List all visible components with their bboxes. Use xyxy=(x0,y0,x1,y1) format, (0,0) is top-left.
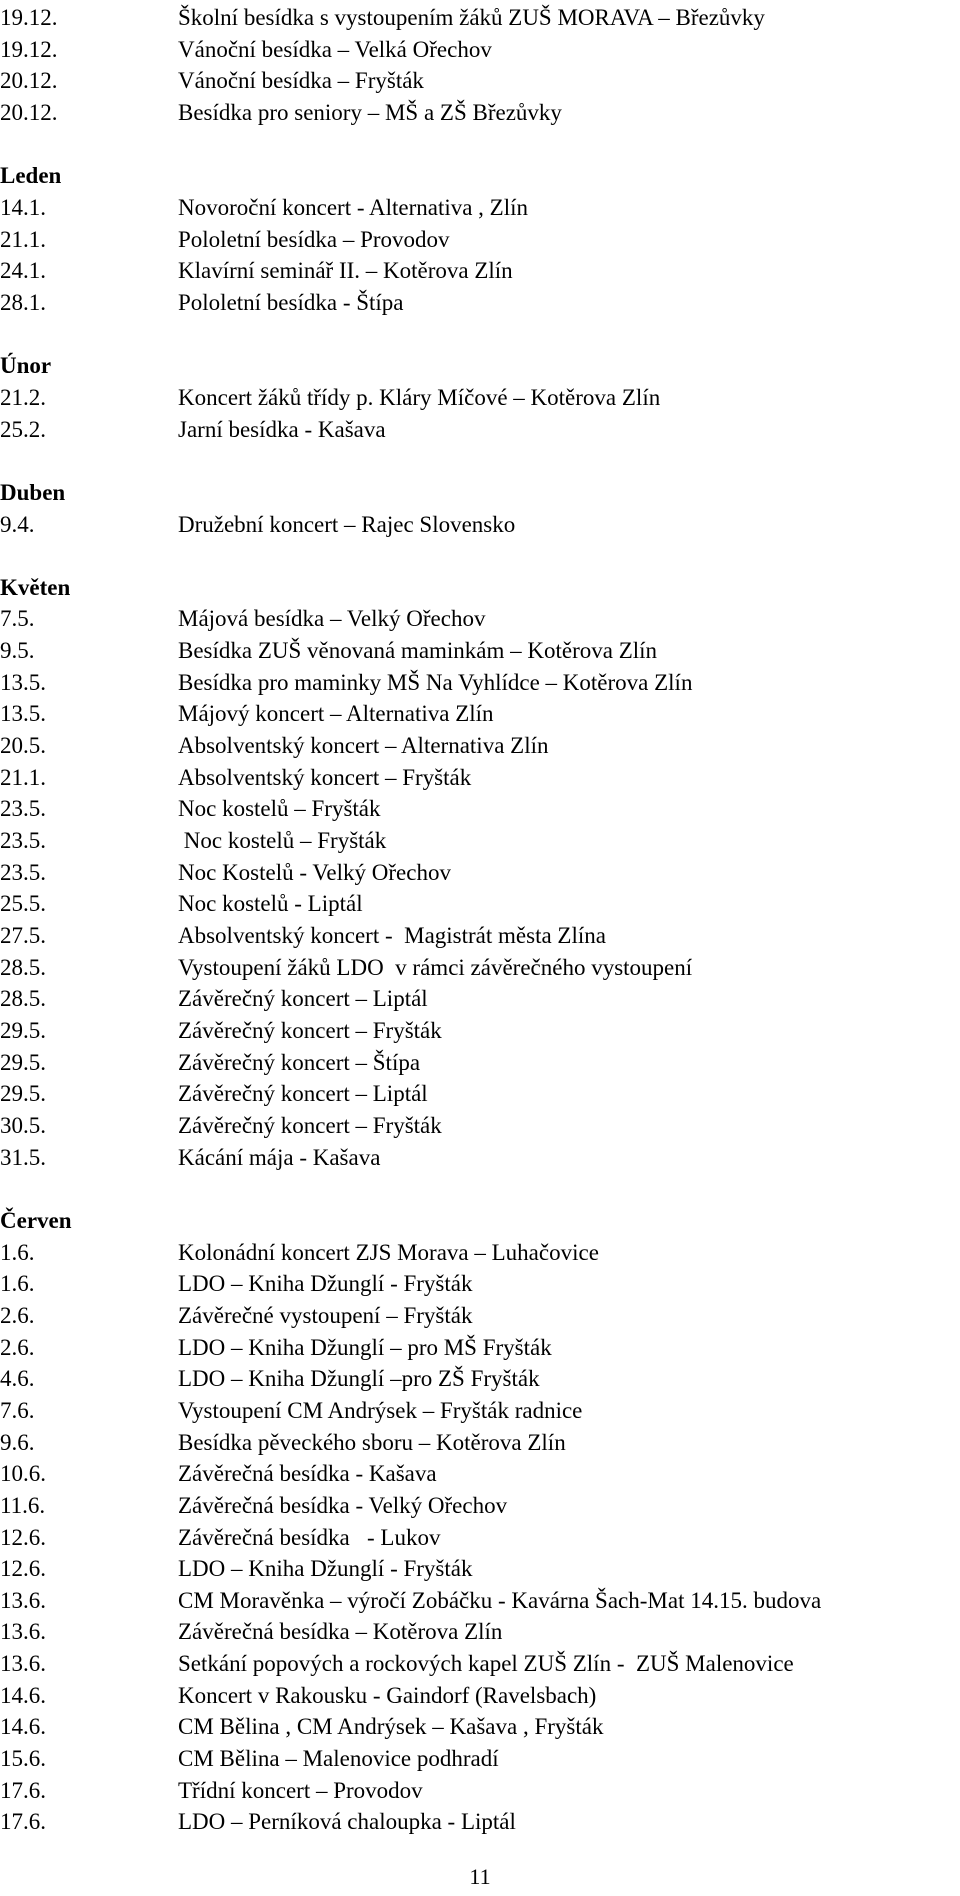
event-date: 20.5. xyxy=(0,733,46,759)
event-title: Kolonádní koncert ZJS Morava – Luhačovice xyxy=(178,1239,599,1265)
event-title: Setkání popových a rockových kapel ZUŠ Zlín - ZUŠ Malenovice xyxy=(178,1651,794,1677)
event-row xyxy=(0,698,960,730)
event-date: 12.6. xyxy=(0,1556,46,1582)
event-date: 14.6. xyxy=(0,1714,46,1740)
event-title: Koncert v Rakousku - Gaindorf (Ravelsbach) xyxy=(178,1682,597,1708)
event-title: Besídka ZUŠ věnovaná maminkám – Kotěrova Zlín xyxy=(178,638,658,664)
event-date: 7.6. xyxy=(0,1397,35,1423)
event-row xyxy=(0,1458,960,1490)
event-title: Vystoupení žáků LDO v rámci závěrečného vystoupení xyxy=(178,954,693,980)
event-date: 28.5. xyxy=(0,954,46,980)
event-title: Závěrečná besídka - Velký Ořechov xyxy=(178,1492,508,1518)
event-date: 13.6. xyxy=(0,1619,46,1645)
event-date: 29.5. xyxy=(0,1049,46,1075)
event-date: 2.6. xyxy=(0,1302,35,1328)
event-title: Koncert žáků třídy p. Kláry Míčové – Kotěrova Zlín xyxy=(178,384,661,410)
event-row xyxy=(0,382,960,414)
event-row xyxy=(0,1616,960,1648)
event-row xyxy=(0,1806,960,1838)
event-row xyxy=(0,287,960,319)
event-title: Školní besídka s vystoupením žáků ZUŠ MORAVA – Březůvky xyxy=(178,5,765,30)
event-date: 23.5. xyxy=(0,859,46,885)
event-title: Závěrečný koncert – Fryšták xyxy=(178,1112,442,1138)
event-date: 13.5. xyxy=(0,701,46,727)
event-date: 25.2. xyxy=(0,416,46,442)
month-heading: Červen xyxy=(0,1207,72,1233)
event-title: Závěrečná besídka – Kotěrova Zlín xyxy=(178,1619,503,1645)
event-title: Besídka pro seniory – MŠ a ZŠ Březůvky xyxy=(178,99,562,125)
event-date: 13.5. xyxy=(0,669,46,695)
event-row xyxy=(0,1078,960,1110)
event-title: CM Bělina – Malenovice podhradí xyxy=(178,1746,499,1772)
event-date: 11.6. xyxy=(0,1492,46,1518)
event-row xyxy=(0,1395,960,1427)
event-title: Noc Kostelů - Velký Ořechov xyxy=(178,859,451,885)
event-date: 28.1. xyxy=(0,289,46,315)
event-date: 9.6. xyxy=(0,1429,35,1455)
event-row xyxy=(0,762,960,794)
event-date: 21.1. xyxy=(0,226,46,252)
event-title: Klavírní seminář II. – Kotěrova Zlín xyxy=(178,258,513,284)
blank-line xyxy=(0,1173,960,1205)
event-title: Závěrečná besídka - Lukov xyxy=(178,1524,441,1550)
blank-line xyxy=(0,540,960,572)
event-row xyxy=(0,603,960,635)
event-row xyxy=(0,667,960,699)
event-title: Májový koncert – Alternativa Zlín xyxy=(178,701,494,727)
event-row xyxy=(0,1648,960,1680)
event-date: 10.6. xyxy=(0,1461,46,1487)
event-title: Besídka pěveckého sboru – Kotěrova Zlín xyxy=(178,1429,566,1455)
event-date: 1.6. xyxy=(0,1239,35,1265)
event-row xyxy=(0,1110,960,1142)
event-date: 13.6. xyxy=(0,1651,46,1677)
event-date: 2.6. xyxy=(0,1334,35,1360)
blank-line xyxy=(0,445,960,477)
event-date: 15.6. xyxy=(0,1746,46,1772)
event-title: Absolventský koncert – Alternativa Zlín xyxy=(178,733,549,759)
event-row xyxy=(0,2,960,34)
event-title: Třídní koncert – Provodov xyxy=(178,1777,423,1803)
event-date: 20.12. xyxy=(0,99,58,125)
event-title: Noc kostelů - Liptál xyxy=(178,891,363,917)
event-date: 31.5. xyxy=(0,1144,46,1170)
event-title: CM Moravěnka – výročí Zobáčku - Kavárna Šach-Mat 14.15. budova xyxy=(178,1587,822,1613)
event-title: Závěrečný koncert – Liptál xyxy=(178,986,428,1012)
event-row xyxy=(0,192,960,224)
event-date: 4.6. xyxy=(0,1366,35,1392)
page-number: 11 xyxy=(469,1864,491,1889)
event-date: 1.6. xyxy=(0,1271,35,1297)
event-title: Noc kostelů – Fryšták xyxy=(178,796,381,822)
event-title: Družební koncert – Rajec Slovensko xyxy=(178,511,516,537)
event-date: 29.5. xyxy=(0,1018,46,1043)
event-row xyxy=(0,1300,960,1332)
event-title: Vystoupení CM Andrýsek – Fryšták radnice xyxy=(178,1397,583,1423)
event-row xyxy=(0,1553,960,1585)
event-title: LDO – Kniha Džunglí - Fryšták xyxy=(178,1556,473,1582)
event-title: LDO – Kniha Džunglí – pro MŠ Fryšták xyxy=(178,1334,552,1360)
month-heading: Květen xyxy=(0,574,71,600)
month-heading: Únor xyxy=(0,353,52,379)
event-row xyxy=(0,1490,960,1522)
event-date: 19.12. xyxy=(0,36,58,62)
event-date: 17.6. xyxy=(0,1777,46,1803)
month-heading: Leden xyxy=(0,163,62,189)
blank-line xyxy=(0,319,960,351)
event-date: 7.5. xyxy=(0,606,35,632)
event-date: 12.6. xyxy=(0,1524,46,1550)
event-title: Absolventský koncert - Magistrát města Zlína xyxy=(178,923,606,949)
event-date: 17.6. xyxy=(0,1809,46,1835)
event-date: 28.5. xyxy=(0,986,46,1012)
event-date: 14.6. xyxy=(0,1682,46,1708)
event-row xyxy=(0,1711,960,1743)
event-date: 20.12. xyxy=(0,68,58,94)
event-title: Závěrečná besídka - Kašava xyxy=(178,1461,437,1487)
event-row xyxy=(0,34,960,66)
blank-line xyxy=(0,129,960,161)
event-title: Pololetní besídka – Provodov xyxy=(178,226,450,252)
event-title: Vánoční besídka – Velká Ořechov xyxy=(178,36,492,62)
event-date: 23.5. xyxy=(0,796,46,822)
event-date: 21.2. xyxy=(0,384,46,410)
event-row xyxy=(0,1775,960,1807)
event-row xyxy=(0,1142,960,1174)
event-title: LDO – Kniha Džunglí –pro ZŠ Fryšták xyxy=(178,1366,540,1392)
month-heading: Duben xyxy=(0,479,66,505)
event-row xyxy=(0,857,960,889)
event-row xyxy=(0,983,960,1015)
event-title: Májová besídka – Velký Ořechov xyxy=(178,606,486,632)
event-title: CM Bělina , CM Andrýsek – Kašava , Fryšták xyxy=(178,1714,604,1740)
event-row xyxy=(0,224,960,256)
event-date: 24.1. xyxy=(0,258,46,284)
event-row xyxy=(0,414,960,446)
event-title: Absolventský koncert – Fryšták xyxy=(178,764,472,790)
event-title: LDO – Perníková chaloupka - Liptál xyxy=(178,1809,516,1835)
event-row xyxy=(0,509,960,541)
event-row xyxy=(0,920,960,952)
event-title: Závěrečný koncert – Liptál xyxy=(178,1081,428,1107)
event-row xyxy=(0,1680,960,1712)
event-row xyxy=(0,635,960,667)
event-date: 25.5. xyxy=(0,891,46,917)
event-date: 21.1. xyxy=(0,764,46,790)
event-title: Vánoční besídka – Fryšták xyxy=(178,68,424,94)
event-row xyxy=(0,97,960,129)
event-row xyxy=(0,1268,960,1300)
event-title: Závěrečný koncert – Fryšták xyxy=(178,1018,442,1043)
event-row xyxy=(0,1427,960,1459)
event-row xyxy=(0,1237,960,1269)
event-row xyxy=(0,1522,960,1554)
event-title: Kácání mája - Kašava xyxy=(178,1144,381,1170)
event-row xyxy=(0,1015,960,1047)
event-date: 9.4. xyxy=(0,511,35,537)
event-row xyxy=(0,888,960,920)
event-title: Závěrečný koncert – Štípa xyxy=(178,1049,421,1075)
event-date: 14.1. xyxy=(0,194,46,220)
event-row xyxy=(0,730,960,762)
event-row xyxy=(0,255,960,287)
event-row xyxy=(0,65,960,97)
event-date: 27.5. xyxy=(0,923,46,949)
event-list xyxy=(0,2,960,1838)
event-title: Závěrečné vystoupení – Fryšták xyxy=(178,1302,473,1328)
event-row xyxy=(0,825,960,857)
event-title: LDO – Kniha Džunglí - Fryšták xyxy=(178,1271,473,1297)
event-title: Novoroční koncert - Alternativa , Zlín xyxy=(178,194,529,220)
event-row xyxy=(0,1363,960,1395)
event-date: 13.6. xyxy=(0,1587,46,1613)
event-date: 19.12. xyxy=(0,5,58,30)
event-title: Jarní besídka - Kašava xyxy=(178,416,386,442)
event-row xyxy=(0,1332,960,1364)
event-row xyxy=(0,1585,960,1617)
event-title: Pololetní besídka - Štípa xyxy=(178,289,404,315)
event-title: Noc kostelů – Fryšták xyxy=(178,828,387,854)
event-row xyxy=(0,1743,960,1775)
event-date: 9.5. xyxy=(0,638,35,664)
event-date: 29.5. xyxy=(0,1081,46,1107)
event-row xyxy=(0,793,960,825)
event-row xyxy=(0,952,960,984)
event-title: Besídka pro maminky MŠ Na Vyhlídce – Kotěrova Zlín xyxy=(178,669,693,695)
event-date: 30.5. xyxy=(0,1112,46,1138)
event-date: 23.5. xyxy=(0,828,46,854)
event-row xyxy=(0,1047,960,1079)
